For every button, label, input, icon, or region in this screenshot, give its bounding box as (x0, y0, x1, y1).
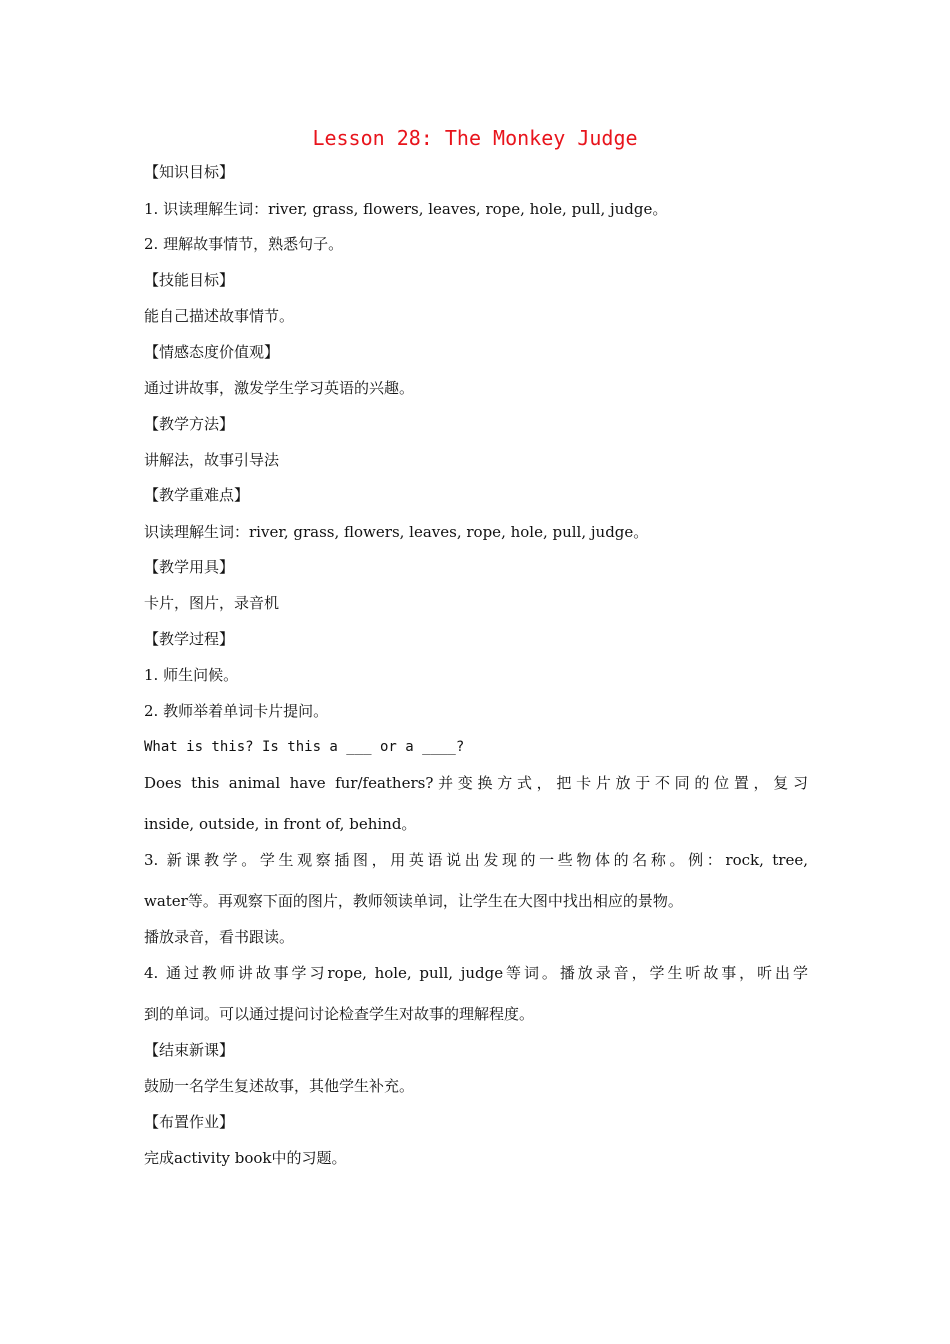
process-step-2-line-2: inside, outside, in front of, behind。 (144, 815, 417, 833)
section-heading-knowledge-goals: 【知识目标】 (144, 163, 235, 181)
closing-text: 鼓励一名学生复述故事，其他学生补充。 (144, 1077, 415, 1095)
section-heading-homework: 【布置作业】 (144, 1113, 235, 1131)
process-step-3-line-2: water等。再观察下面的图片，教师领读单词，让学生在大图中找出相应的景物。 (144, 892, 683, 910)
lesson-title: Lesson 28: The Monkey Judge (312, 126, 638, 150)
skill-goal-text: 能自己描述故事情节。 (144, 307, 295, 325)
key-points-text: 识读理解生词：river, grass, flowers, leaves, rope, hole, pull, judge。 (144, 523, 649, 541)
section-heading-teaching-process: 【教学过程】 (144, 630, 235, 648)
section-heading-key-points: 【教学重难点】 (144, 486, 250, 504)
homework-text: 完成activity book中的习题。 (144, 1149, 347, 1167)
teaching-aids-text: 卡片，图片，录音机 (144, 594, 280, 612)
section-heading-skill-goals: 【技能目标】 (144, 271, 235, 289)
process-step-2: 2. 教师举着单词卡片提问。 (144, 702, 329, 720)
section-heading-closing: 【结束新课】 (144, 1041, 235, 1059)
teaching-methods-text: 讲解法，故事引导法 (144, 451, 280, 469)
section-heading-teaching-methods: 【教学方法】 (144, 415, 235, 433)
process-step-2-question: What is this? Is this a ___ or a ____? (144, 739, 465, 755)
attitude-values-text: 通过讲故事，激发学生学习英语的兴趣。 (144, 379, 415, 397)
process-step-1: 1. 师生问候。 (144, 666, 239, 684)
process-step-2-line-1: Does this animal have fur/feathers?并变换方式，把卡片放于不同的位置，复习 (144, 774, 808, 792)
section-heading-teaching-aids: 【教学用具】 (144, 558, 235, 576)
process-step-3-line-3: 播放录音，看书跟读。 (144, 928, 295, 946)
process-step-4-line-2: 到的单词。可以通过提问讨论检查学生对故事的理解程度。 (144, 1005, 535, 1023)
process-step-4-line-1: 4. 通过教师讲故事学习rope, hole, pull, judge等词。播放录音，学生听故事，听出学 (144, 964, 808, 982)
process-step-3-line-1: 3. 新课教学。学生观察插图，用英语说出发现的一些物体的名称。例：rock, tree, (144, 851, 808, 869)
knowledge-goal-item-2: 2. 理解故事情节，熟悉句子。 (144, 235, 344, 253)
knowledge-goal-item-1: 1. 识读理解生词：river, grass, flowers, leaves, rope, hole, pull, judge。 (144, 200, 668, 218)
section-heading-attitude-values: 【情感态度价值观】 (144, 343, 280, 361)
